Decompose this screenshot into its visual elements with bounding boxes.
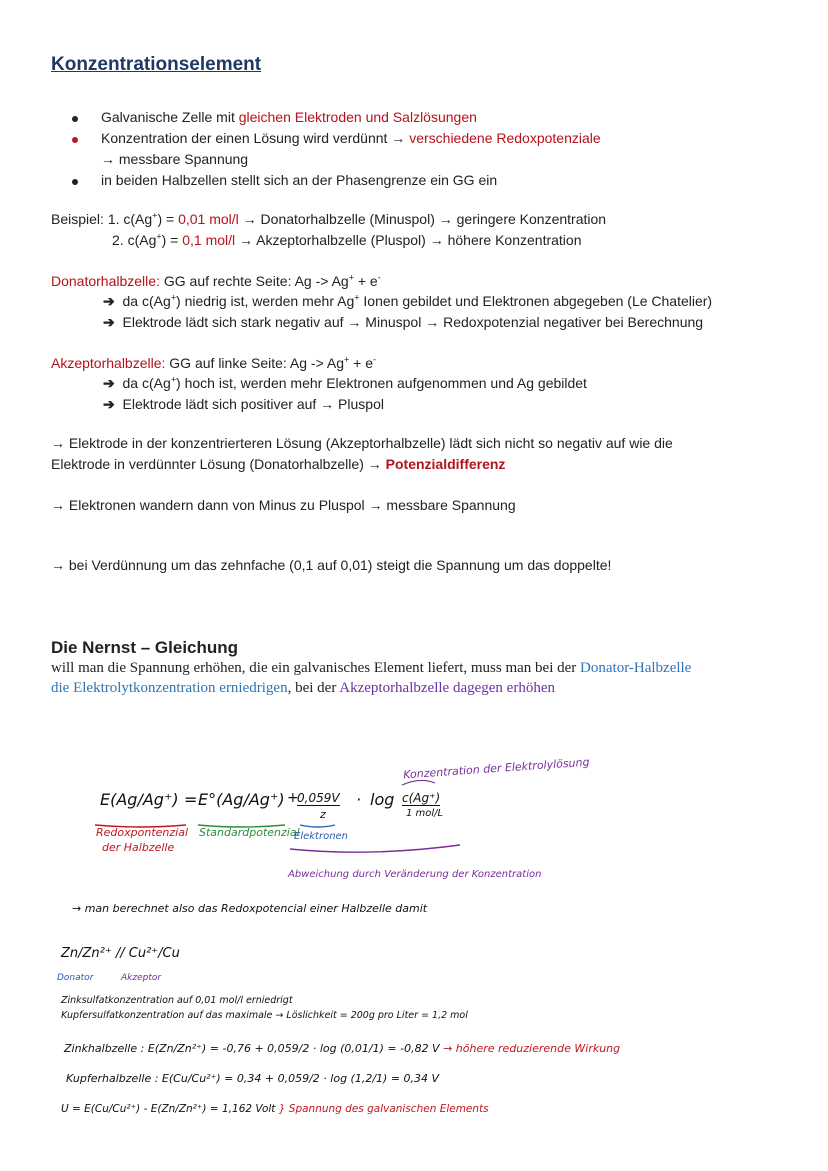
donator-heading: Donatorhalbzelle: GG auf rechte Seite: Ag -> Ag+ + e-: [51, 272, 381, 289]
bullet-highlight: verschiedene Redoxpotenziale: [409, 130, 601, 146]
arrow-icon: ➔: [103, 293, 115, 309]
bullet-text: Galvanische Zelle mit: [101, 109, 239, 125]
nernst-text-2: die Elektrolytkonzentration erniedrigen, bei der Akzeptorhalbzelle dagegen erhöhen: [51, 680, 555, 696]
calc-intro: → man berechnet also das Redoxpotencial einer Halbzelle damit: [72, 902, 428, 915]
calc-note-1: Zinksulfatkonzentration auf 0,01 mol/l erniedrigt: [61, 995, 293, 1006]
bullet-dot: [72, 116, 78, 122]
bullet-text: Konzentration der einen Lösung wird verdünnt →: [101, 130, 410, 146]
formula-frac-num: c(Ag⁺): [402, 791, 441, 805]
calc-donor: Donator: [57, 973, 94, 983]
nernst-heading: Die Nernst – Gleichung: [51, 638, 239, 657]
arrow-icon: ➔: [103, 375, 115, 391]
calc-cell: Zn/Zn²⁺ // Cu²⁺/Cu: [61, 946, 180, 961]
formula-lhs: E(Ag/Ag⁺): [100, 790, 179, 809]
label-redox-2: der Halbzelle: [102, 841, 175, 854]
formula-top-note: Konzentration der Elektrolylösung: [402, 755, 590, 782]
formula-coef-den: z: [320, 808, 326, 821]
calc-akzeptor: Akzeptor: [121, 973, 162, 983]
formula-frac-den: 1 mol/L: [406, 808, 444, 819]
label-redox-1: Redoxpontenzial: [96, 826, 188, 839]
formula-plus: +: [287, 790, 299, 806]
para3: → bei Verdünnung um das zehnfache (0,1 auf 0,01) steigt die Spannung um das doppelte!: [51, 557, 612, 573]
example-line-2: 2. c(Ag+) = 0,1 mol/l → Akzeptorhalbzelle (Pluspol) → höhere Konzentration: [112, 231, 582, 248]
akzeptor-heading: Akzeptorhalbzelle: GG auf linke Seite: Ag -> Ag+ + e-: [51, 354, 377, 371]
label-standard: Standardpotenzial: [199, 826, 300, 839]
page-title: Konzentrationselement: [51, 54, 262, 75]
arrow-icon: ➔: [103, 314, 115, 330]
note-bracket: [402, 780, 435, 785]
bullet-text: in beiden Halbzellen stellt sich an der Phasengrenze ein GG ein: [101, 172, 498, 188]
el-underbrace: [300, 825, 335, 827]
donator-arrow-1: ➔ da c(Ag+) niedrig ist, werden mehr Ag+ Ionen gebildet und Elektronen abgegeben (Le Chatelier): [103, 292, 713, 309]
label-abweichung: Abweichung durch Veränderung der Konzentration: [288, 869, 542, 880]
akzeptor-arrow-2: ➔ Elektrode lädt sich positiver auf → Pluspol: [103, 396, 384, 412]
bullet-dot: [72, 179, 78, 185]
formula-eq: =: [184, 790, 198, 809]
zink-row: Zinkhalbzelle : E(Zn/Zn²⁺) = -0,76 + 0,059/2 · log (0,01/1) = -0,82 V → höhere reduzierende Wirkung: [64, 1042, 621, 1055]
para2: → Elektronen wandern dann von Minus zu Pluspol → messbare Spannung: [51, 497, 516, 513]
spannung-row: U = E(Cu/Cu²⁺) - E(Zn/Zn²⁺) = 1,162 Volt } Spannung des galvanischen Elements: [61, 1103, 489, 1115]
bullet-continuation: → messbare Spannung: [101, 151, 249, 167]
abw-brace: [290, 845, 460, 852]
para1-line1: → Elektrode in der konzentrierteren Lösung (Akzeptorhalbzelle) lädt sich nicht so negativ auf wie die: [51, 435, 673, 451]
example-line-1: Beispiel: 1. c(Ag+) = 0,01 mol/l → Donatorhalbzelle (Minuspol) → geringere Konzentration: [51, 210, 607, 227]
kupfer-row: Kupferhalbzelle : E(Cu/Cu²⁺) = 0,34 + 0,059/2 · log (1,2/1) = 0,34 V: [66, 1072, 440, 1085]
calc-note-2: Kupfersulfatkonzentration auf das maximale → Löslichkeit = 200g pro Liter = 1,2 mol: [61, 1010, 468, 1021]
formula-dot: ·: [356, 790, 362, 809]
akzeptor-arrow-1: ➔ da c(Ag+) hoch ist, werden mehr Elektronen aufgenommen und Ag gebildet: [103, 374, 587, 391]
bullet-highlight: gleichen Elektroden und Salzlösungen: [238, 109, 477, 125]
formula-log: log: [370, 790, 395, 809]
label-elektronen: Elektronen: [294, 831, 349, 842]
formula-coef-num: 0,059V: [297, 791, 340, 805]
bullet-dot: [72, 137, 78, 143]
arrow-icon: ➔: [103, 396, 115, 412]
nernst-text-1: will man die Spannung erhöhen, die ein galvanisches Element liefert, muss man bei der Donator-Halbzelle: [51, 660, 692, 676]
donator-arrow-2: ➔ Elektrode lädt sich stark negativ auf → Minuspol → Redoxpotenzial negativer bei Berechnung: [103, 314, 704, 330]
para1-line2: Elektrode in verdünnter Lösung (Donatorhalbzelle) → Potenzialdifferenz: [51, 456, 506, 472]
formula-e0: E°(Ag/Ag⁺): [198, 790, 285, 809]
